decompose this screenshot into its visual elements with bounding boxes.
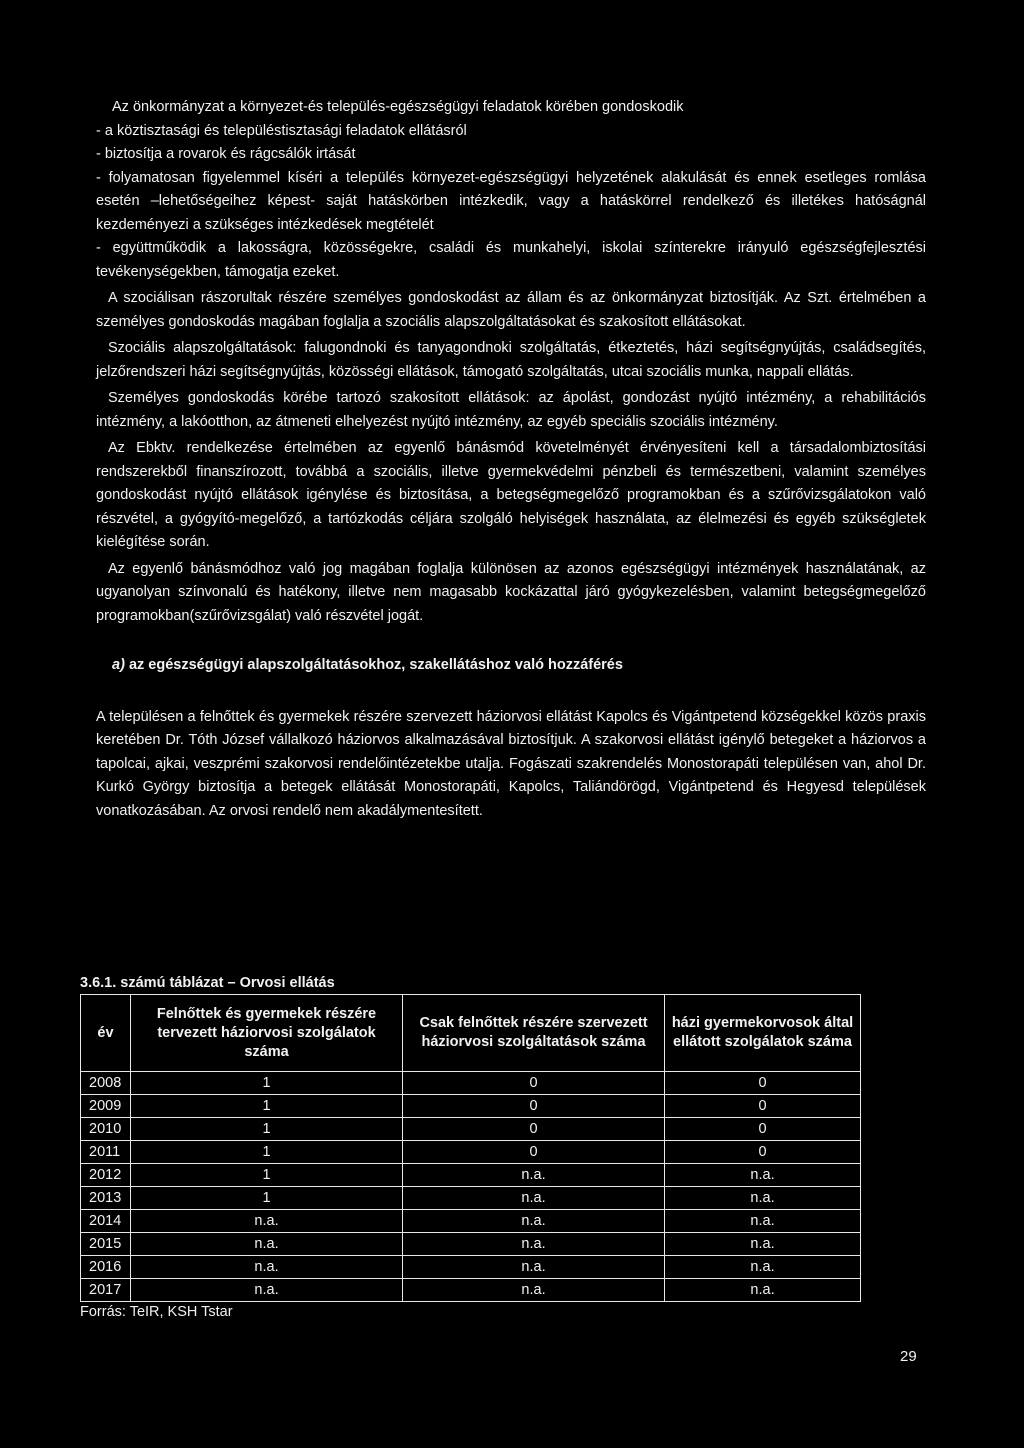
cell-value: n.a.	[665, 1187, 861, 1210]
paragraph-intro: Az önkormányzat a környezet-és település-egészségügyi feladatok körében gondoskodik	[112, 99, 684, 115]
cell-value: 1	[131, 1095, 403, 1118]
cell-value: n.a.	[131, 1279, 403, 1302]
paragraph-specialized-care: Személyes gondoskodás körébe tartozó szakosított ellátások: az ápolást, gondozást nyújtó intézmény, a rehabilitációs intézmény, a lakóotthon, az átmeneti elhelyezést nyújtó intézmény, az egyéb speciális szociális intézmény.	[96, 390, 926, 430]
table-row	[81, 1095, 861, 1118]
cell-value: n.a.	[665, 1164, 861, 1187]
cell-value: n.a.	[665, 1279, 861, 1302]
cell-year: 2017	[81, 1279, 131, 1302]
list-item-monitoring: - folyamatosan figyelemmel kíséri a település környezet-egészségügyi helyzetének alakulását és ennek esetleges romlása esetén –lehetőségeihez képest- saját hatáskörben intézkedik, vagy a hatáskörrel rendelkező és illetékes hatóságnál kezdeményezi a szükséges intézkedések megtételét	[96, 169, 926, 233]
cell-value: n.a.	[403, 1164, 665, 1187]
table-row	[81, 1210, 861, 1233]
list-item-pest-control: - biztosítja a rovarok és rágcsálók irtását	[96, 146, 356, 162]
table-row	[81, 1256, 861, 1279]
cell-year: 2009	[81, 1095, 131, 1118]
table-title: 3.6.1. számú táblázat – Orvosi ellátás	[80, 975, 335, 991]
cell-value: 0	[665, 1118, 861, 1141]
table-header-row	[81, 995, 861, 1072]
paragraph-gp-services: A településen a felnőttek és gyermekek részére szervezett háziorvosi ellátást Kapolcs és Vigántpetend községekkel közös praxis keretében Dr. Tóth József vállalkozó háziorvos alkalmazásával biztosítjuk. A szakorvosi ellátást igénylő betegeket a háziorvos a tapolcai, ajkai, veszprémi szakorvosi rendelőintézetekbe utalja. Fogászati szakrendelés Monostorapáti településen van, ahol Dr. Kurkó György biztosítja a betegek ellátását Monostorapáti, Kapolcs, Taliándörögd, Vigántpetend és Hegyesd települések vonatkozásában. Az orvosi rendelő nem akadálymentesített.	[96, 708, 926, 819]
cell-year: 2008	[81, 1072, 131, 1095]
page-body	[96, 96, 926, 823]
cell-value: n.a.	[665, 1210, 861, 1233]
cell-year: 2012	[81, 1164, 131, 1187]
cell-value: 0	[665, 1141, 861, 1164]
cell-value: 0	[403, 1141, 665, 1164]
table-row	[81, 1187, 861, 1210]
medical-care-table-section	[80, 972, 860, 1322]
cell-year: 2013	[81, 1187, 131, 1210]
cell-value: n.a.	[403, 1256, 665, 1279]
paragraph-social-care: A szociálisan rászorultak részére személyes gondoskodást az állam és az önkormányzat biztosítják. Az Szt. értelmében a személyes gondoskodás magában foglalja a szociális alapszolgáltatásokat és szakosított ellátásokat.	[96, 290, 926, 330]
cell-value: 0	[403, 1118, 665, 1141]
cell-value: 1	[131, 1118, 403, 1141]
cell-value: n.a.	[665, 1256, 861, 1279]
cell-value: 1	[131, 1164, 403, 1187]
header-year: év	[81, 995, 131, 1072]
cell-value: n.a.	[403, 1187, 665, 1210]
list-item-cleanliness: - a köztisztasági és településtisztasági feladatok ellátásról	[96, 122, 467, 139]
header-adult-only-gp: Csak felnőttek részére szervezett háziorvosi szolgáltatások száma	[403, 995, 665, 1072]
cell-value: 1	[131, 1072, 403, 1095]
cell-value: n.a.	[403, 1233, 665, 1256]
section-subheading	[96, 654, 926, 678]
header-adult-child-gp: Felnőttek és gyermekek részére tervezett háziorvosi szolgálatok száma	[131, 995, 403, 1072]
cell-value: n.a.	[403, 1210, 665, 1233]
table-row	[81, 1233, 861, 1256]
cell-value: 1	[131, 1141, 403, 1164]
medical-care-table	[80, 994, 861, 1302]
header-pediatrician: házi gyermekorvosok által ellátott szolgálatok száma	[665, 995, 861, 1072]
cell-value: n.a.	[403, 1279, 665, 1302]
cell-value: 0	[665, 1095, 861, 1118]
table-row	[81, 1118, 861, 1141]
table-row	[81, 1164, 861, 1187]
cell-value: 0	[403, 1072, 665, 1095]
list-item-cooperation: - együttműködik a lakosságra, közösségekre, családi és munkahelyi, iskolai színterekre irányuló egészségfejlesztési tevékenységekben, támogatja ezeket.	[96, 240, 926, 280]
cell-value: n.a.	[131, 1233, 403, 1256]
cell-value: n.a.	[665, 1233, 861, 1256]
subheading-text: az egészségügyi alapszolgáltatásokhoz, szakellátáshoz való hozzáférés	[128, 657, 623, 673]
table-row	[81, 1279, 861, 1302]
cell-year: 2014	[81, 1210, 131, 1233]
cell-value: 0	[665, 1072, 861, 1095]
paragraph-ebktv: Az Ebktv. rendelkezése értelmében az egyenlő bánásmód követelményét érvényesíteni kell a társadalombiztosítási rendszerekből finanszírozott, továbbá a szociális, illetve gyermekvédelmi pénzbeli és természetbeni, valamint személyes gondoskodást nyújtó ellátások igénylése és biztosítása, a betegségmegelőző programokban és a szűrővizsgálatokon való részvétel, a gyógyító-megelőző, a tartózkodás céljára szolgáló helyiségek használata, az élelmezési és egyéb szükségletek kielégítése során.	[96, 440, 926, 550]
cell-year: 2016	[81, 1256, 131, 1279]
table-source: Forrás: TeIR, KSH Tstar	[80, 1304, 233, 1320]
paragraph-basic-services: Szociális alapszolgáltatások: falugondnoki és tanyagondnoki szolgáltatás, étkeztetés, házi segítségnyújtás, családsegítés, jelzőrendszeri házi segítségnyújtás, közösségi ellátások, támogató szolgáltatás, utcai szociális munka, nappali ellátás.	[96, 340, 926, 380]
paragraph-equal-treatment: Az egyenlő bánásmódhoz való jog magában foglalja különösen az azonos egészségügyi intézmények használatának, az ugyanolyan színvonalú és hatékony, illetve nem magasabb kockázattal járó gyógykezelésben, valamint betegségmegelőző programokban(szűrővizsgálat) való részvétel jogát.	[96, 560, 926, 624]
cell-value: 0	[403, 1095, 665, 1118]
cell-year: 2011	[81, 1141, 131, 1164]
cell-year: 2010	[81, 1118, 131, 1141]
subheading-marker: a)	[112, 657, 125, 673]
page-number: 29	[900, 1348, 917, 1365]
cell-value: 1	[131, 1187, 403, 1210]
cell-year: 2015	[81, 1233, 131, 1256]
cell-value: n.a.	[131, 1210, 403, 1233]
table-row	[81, 1072, 861, 1095]
table-row	[81, 1141, 861, 1164]
cell-value: n.a.	[131, 1256, 403, 1279]
